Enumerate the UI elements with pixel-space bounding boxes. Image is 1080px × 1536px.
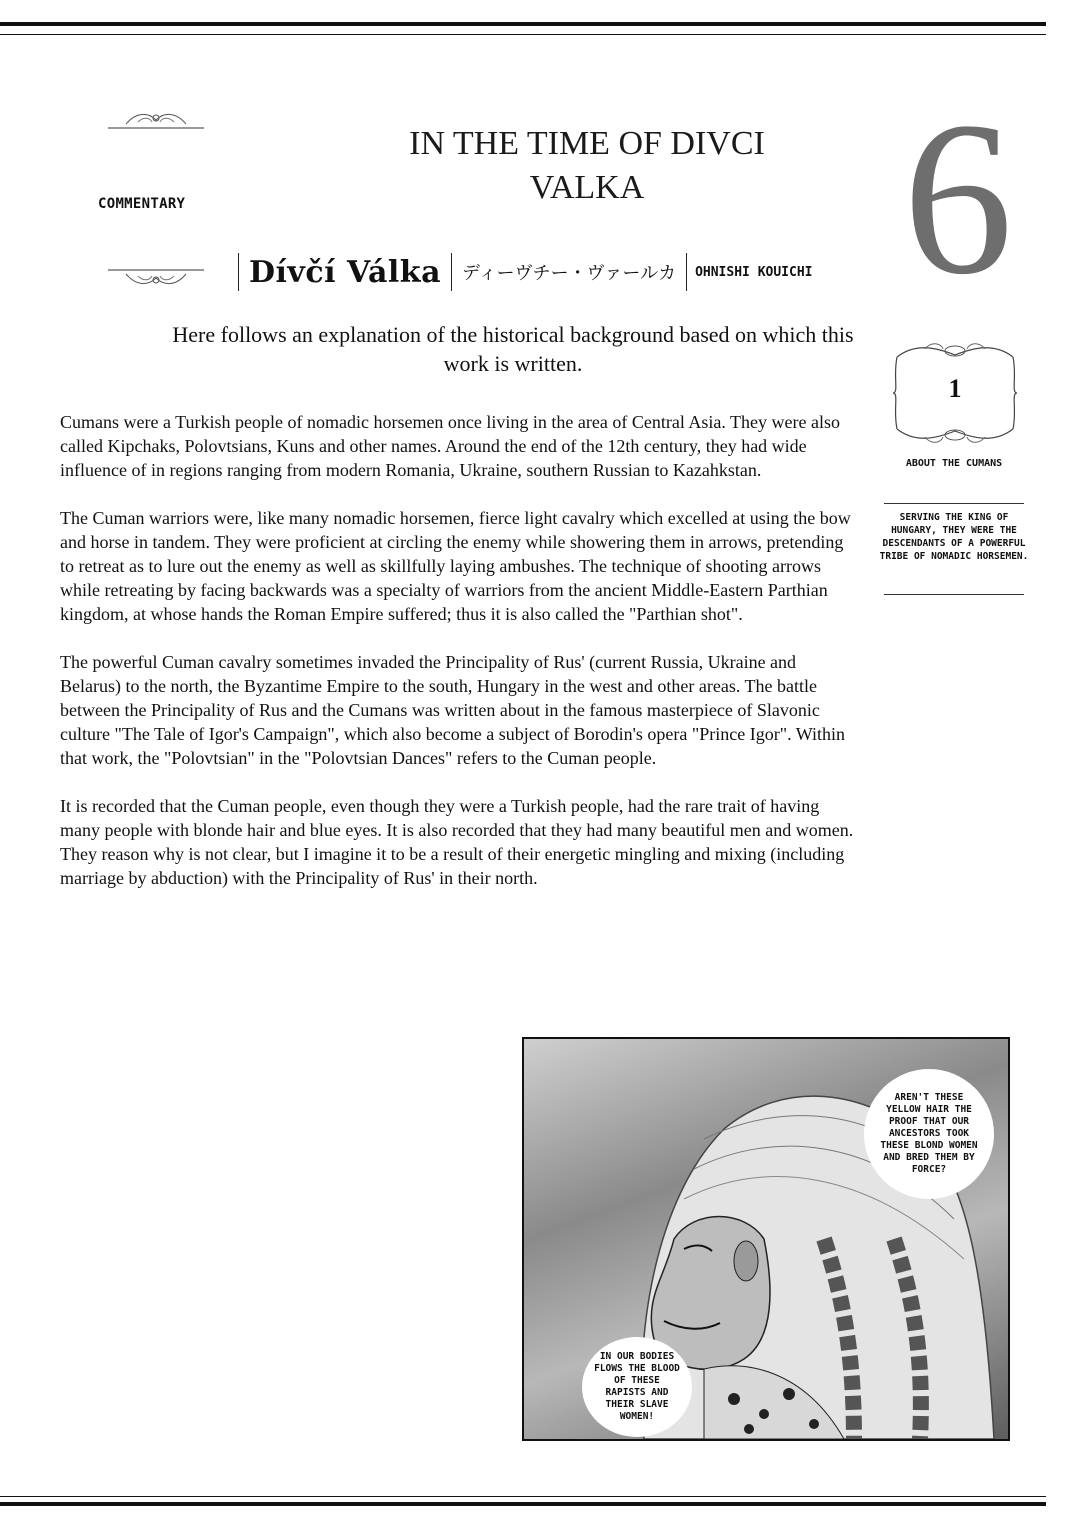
japanese-title: ディーヴチー・ヴァールカ [462,263,677,284]
section-number: 1 [948,374,962,403]
bottom-border-thick [0,1502,1046,1506]
speech-bubble: AREN'T THESE YELLOW HAIR THE PROOF THAT OUR ANCESTORS TOOK THESE BLOND WOMEN AND BRED THEM BY FORCE? [864,1069,994,1199]
paragraph: The powerful Cuman cavalry sometimes invaded the Principality of Rus' (current Russia, Ukraine and Belarus) to the north, the Byzantime Empire to the south, Hungary in the west and other areas. The battle between the Principality of Rus and the Cumans was written about in the famous masterpiece of Slavonic culture "The Tale of Igor's Campaign", which also become a subject of Borodin's opera "Prince Igor". Within that work, the "Polovtsian" in the "Polovtsian Dances" refers to the Cuman people. [60,652,846,768]
series-logo-row [238,252,820,292]
sidebar-divider [884,503,1024,504]
commentary-label: COMMENTARY [98,196,186,212]
top-border-thick [0,22,1046,26]
manga-panel-illustration [522,1037,1010,1441]
paragraph: The Cuman warriors were, like many nomadic horsemen, fierce light cavalry which excelled at using the bow and horse in tandem. They were proficient at circling the enemy while showering them in arrows, pretending to retreat as to lure out the enemy as well as skillfully laying ambushes. The technique of shooting arrows while retreating by facing backwards was a specialty of warriors from the ancient Middle-Eastern Parthian kingdom, at whose hands the Roman Empire suffered; thus it is also called the "Parthian shot". [60,508,851,624]
article-body [60,410,860,914]
ornament-bottom-left [106,266,206,294]
series-logo: Dívčí Válka [249,254,442,290]
paragraph: Cumans were a Turkish people of nomadic horsemen once living in the area of Central Asia. They were also called Kipchaks, Polovtsians, Kuns and other names. Around the end of the 12th century, they had wide influence of in regions ranging from modern Romania, Ukraine, southern Russian to Kazahkstan. [60,412,840,480]
bottom-border-thin [0,1496,1046,1497]
ornament-top-left [106,104,206,132]
volume-number: 6 [903,76,1013,320]
section-heading: ABOUT THE CUMANS [905,458,1003,469]
speech-bubble: IN OUR BODIES FLOWS THE BLOOD OF THESE RAPISTS AND THEIR SLAVE WOMEN! [582,1337,692,1437]
sidebar-divider [884,594,1024,595]
section-summary: SERVING THE KING OF HUNGARY, THEY WERE THE DESCENDANTS OF A POWERFUL TRIBE OF NOMADIC HORSEMEN. [879,512,1029,562]
page-title: IN THE TIME OF DIVCI VALKA [409,125,765,206]
top-border-thin [0,34,1046,35]
intro-text: Here follows an explanation of the historical background based on which this work is written. [172,322,854,376]
author-name: OHNISHI KOUICHI [695,264,813,280]
paragraph: It is recorded that the Cuman people, even though they were a Turkish people, had the rare trait of having many people with blonde hair and blue eyes. It is also recorded that they had many beautiful men and women. They reason why is not clear, but I imagine it to be a result of their energetic mingling and mixing (including marriage by abduction) with the Principality of Rus' in their north. [60,796,854,888]
